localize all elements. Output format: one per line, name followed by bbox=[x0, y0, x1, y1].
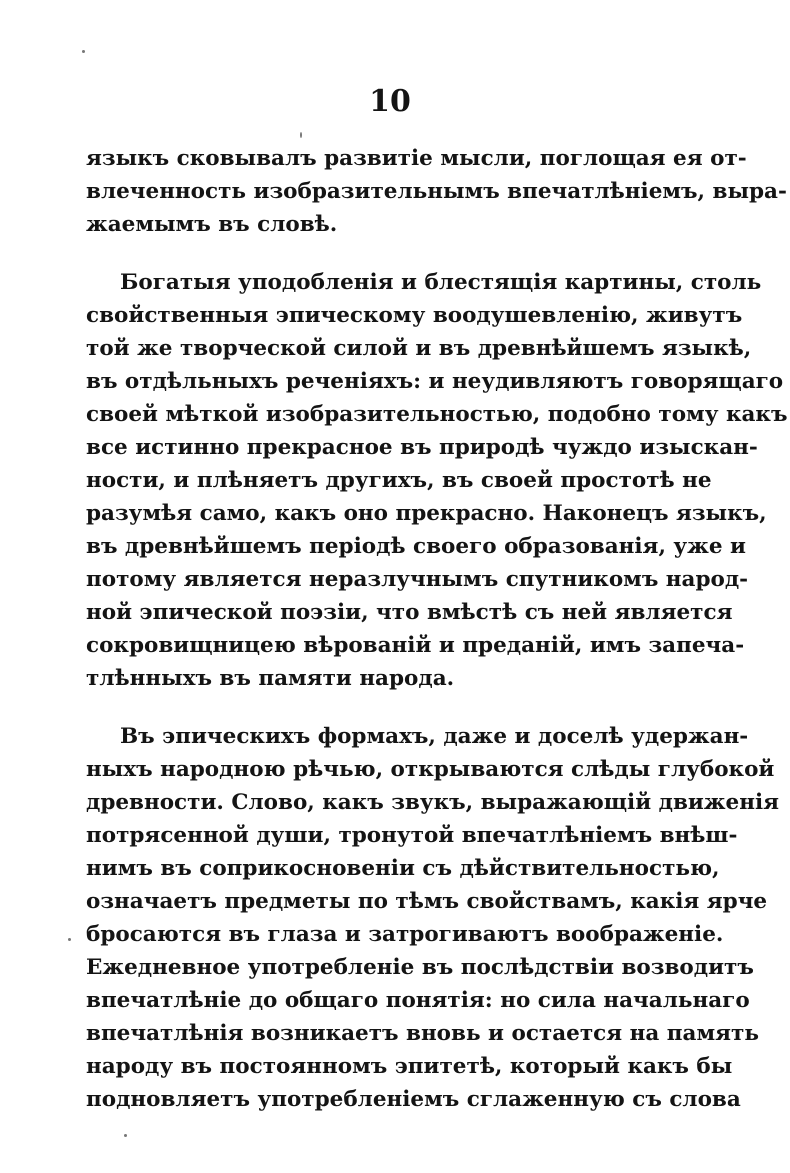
scan-speck bbox=[124, 1134, 127, 1137]
text-line: жаемымъ въ словѣ. bbox=[86, 212, 338, 237]
text-line: тлѣнныхъ въ памяти народа. bbox=[86, 666, 455, 691]
text-line: Въ эпическихъ формахъ, даже и доселѣ удержан- bbox=[120, 724, 749, 749]
text-line: влеченность изобразительнымъ впечатлѣніемъ, выра- bbox=[86, 179, 787, 204]
text-line: нимъ въ соприкосновеніи съ дѣйствительностью, bbox=[86, 856, 720, 881]
text-line: означаетъ предметы по тѣмъ свойствамъ, какія ярче bbox=[86, 889, 768, 914]
text-line: свойственныя эпическому воодушевленію, живутъ bbox=[86, 303, 743, 328]
paragraph-1 bbox=[86, 142, 787, 241]
scan-speck bbox=[300, 132, 302, 138]
text-line: впечатлѣніе до общаго понятія: но сила начальнаго bbox=[86, 988, 750, 1013]
text-line: ной эпической поэзіи, что вмѣстѣ съ ней является bbox=[86, 600, 733, 625]
paragraph-3 bbox=[86, 720, 780, 1116]
paragraph-2 bbox=[86, 266, 788, 695]
text-line: Ежедневное употребленіе въ послѣдствіи возводитъ bbox=[86, 955, 754, 980]
text-line: языкъ сковывалъ развитіе мысли, поглощая ея от- bbox=[86, 146, 747, 171]
text-line: потрясенной души, тронутой впечатлѣніемъ внѣш- bbox=[86, 823, 738, 848]
text-line: ныхъ народною рѣчью, открываются слѣды глубокой bbox=[86, 757, 775, 782]
text-line: въ древнѣйшемъ періодѣ своего образованія, уже и bbox=[86, 534, 746, 559]
text-line: разумѣя само, какъ оно прекрасно. Наконецъ языкъ, bbox=[86, 501, 767, 526]
page-number: 10 bbox=[369, 84, 411, 119]
text-line: народу въ постоянномъ эпитетѣ, который какъ бы bbox=[86, 1054, 733, 1079]
text-line: ности, и плѣняетъ другихъ, въ своей простотѣ не bbox=[86, 468, 712, 493]
scan-speck bbox=[82, 50, 85, 53]
text-line: той же творческой силой и въ древнѣйшемъ языкѣ, bbox=[86, 336, 752, 361]
text-line: древности. Слово, какъ звукъ, выражающій движенія bbox=[86, 790, 780, 815]
text-line: впечатлѣнія возникаетъ вновь и остается на память bbox=[86, 1021, 759, 1046]
scan-speck bbox=[68, 938, 71, 941]
text-line: подновляетъ употребленіемъ сглаженную съ слова bbox=[86, 1087, 741, 1112]
text-line: потому является неразлучнымъ спутникомъ народ- bbox=[86, 567, 749, 592]
text-line: бросаются въ глаза и затрогиваютъ воображеніе. bbox=[86, 922, 724, 947]
text-line: въ отдѣльныхъ реченіяхъ: и неудивляютъ говорящаго bbox=[86, 369, 784, 394]
text-line: сокровищницею вѣрованій и преданій, имъ запеча- bbox=[86, 633, 745, 658]
text-line: Богатыя уподобленія и блестящія картины, столь bbox=[120, 270, 762, 295]
text-line: своей мѣткой изобразительностью, подобно тому какъ bbox=[86, 402, 788, 427]
text-line: все истинно прекрасное въ природѣ чуждо изыскан- bbox=[86, 435, 758, 460]
